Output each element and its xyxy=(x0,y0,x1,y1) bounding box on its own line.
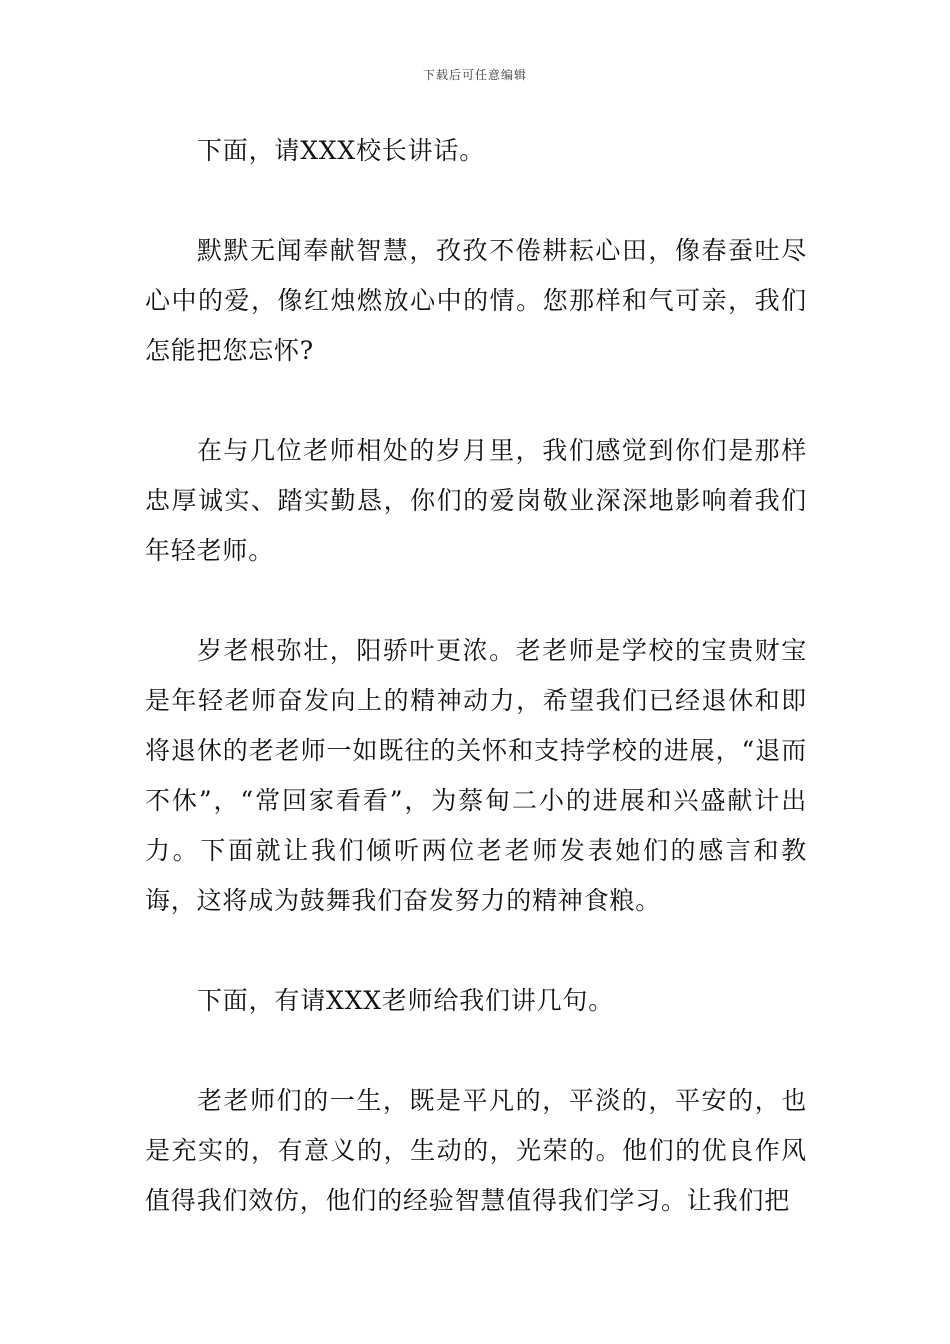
paragraph-retired-teachers: 岁老根弥壮，阳骄叶更浓。老老师是学校的宝贵财宝是年轻老师奋发向上的精神动力，希望我们已经退休和即将退休的老老师一如既往的关怀和支持学校的进展，“退而不休”，“常回家看看”，为蔡甸二小的进展和兴盛献计出力。下面就让我们倾听两位老老师发表她们的感言和教诲，这将成为鼓舞我们奋发努力的精神食粮。 xyxy=(145,636,807,915)
page-header: 下载后可任意编辑 xyxy=(422,68,527,82)
paragraph-teacher-speech: 下面，有请XXX老师给我们讲几句。 xyxy=(197,986,614,1015)
paragraph-colleagues: 在与几位老师相处的岁月里，我们感觉到你们是那样忠厚诚实、踏实勤恳，你们的爱岗敬业深深地影响着我们年轻老师。 xyxy=(145,436,807,565)
paragraph-principal-speech: 下面，请XXX校长讲话。 xyxy=(197,136,485,165)
paragraph-closing: 老老师们的一生，既是平凡的，平淡的，平安的，也是充实的，有意义的，生动的，光荣的。他们的优良作风值得我们效仿，他们的经验智慧值得我们学习。让我们把 xyxy=(145,1086,807,1215)
document-body xyxy=(145,126,807,1276)
paragraph-tribute: 默默无闻奉献智慧，孜孜不倦耕耘心田，像春蚕吐尽心中的爱，像红烛燃放心中的情。您那样和气可亲，我们怎能把您忘怀? xyxy=(145,236,807,365)
